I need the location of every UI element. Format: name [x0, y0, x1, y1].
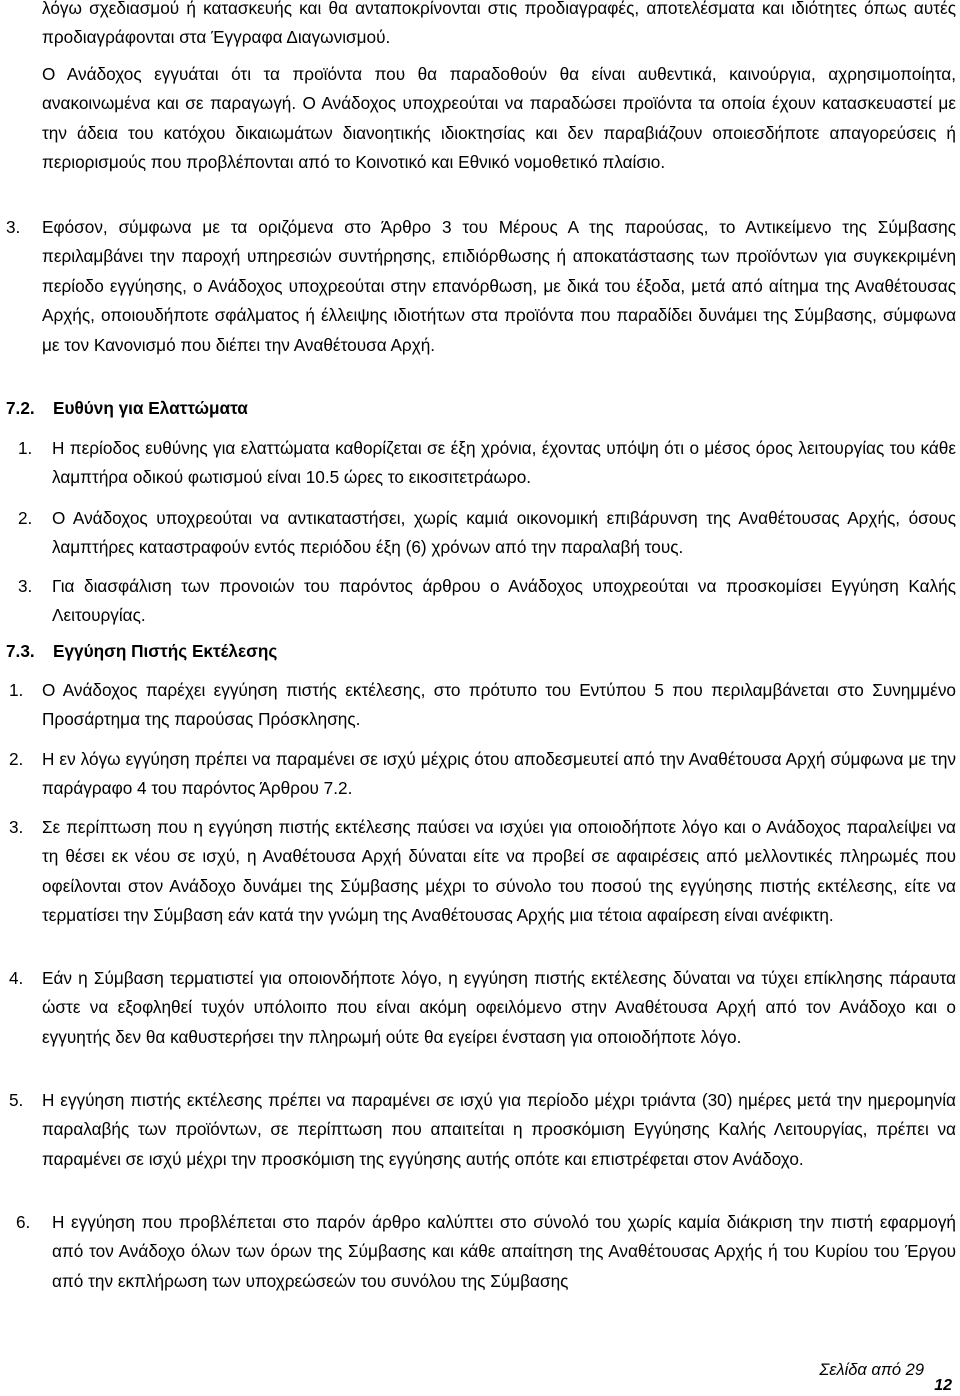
section-heading-7-2: Ευθύνη για Ελαττώματα	[53, 398, 248, 418]
page-footer-label: Σελίδα από 29	[819, 1361, 924, 1379]
paragraph-intro-3: Εφόσον, σύμφωνα με τα οριζόμενα στο Άρθρο 3 του Μέρους Α της παρούσας, το Αντικείμενο της Σύμβασης περιλαμβάνει την παροχή υπηρεσιών συντήρησης, επιδιόρθωσης ή αποκατάστασης των προϊόντων για συγκεκριμένη περίοδο εγγύησης, ο Ανάδοχος υποχρεούται στην επανόρθωση, με δικά του έξοδα, μετά από αίτημα της Αναθέτουσας Αρχής, οποιουδήποτε σφάλματος ή έλλειψης ιδιοτήτων στα προϊόντα που παραδίδει δυνάμει της Σύμβασης, σύμφωνα με τον Κανονισμό που διέπει την Αναθέτουσα Αρχή.	[42, 217, 956, 355]
list-item-number: 3.	[18, 576, 33, 596]
paragraph-intro-1: λόγω σχεδιασμού ή κατασκευής και θα ανταποκρίνονται στις προδιαγραφές, αποτελέσματα και ιδιότητες όπως αυτές προδιαγράφονται στα Έγγραφα Διαγωνισμού.	[42, 0, 956, 48]
section-number-7-2: 7.2.	[6, 398, 35, 418]
list-item-text: Ο Ανάδοχος παρέχει εγγύηση πιστής εκτέλεσης, στο πρότυπο του Εντύπου 5 που περιλαμβάνεται στο Συνημμένο Προσάρτημα της παρούσας Πρόσκλησης.	[42, 680, 956, 730]
item-number: 3.	[6, 217, 21, 237]
list-item-number: 3.	[9, 817, 24, 837]
list-item-text: Για διασφάλιση των προνοιών του παρόντος άρθρου ο Ανάδοχος υποχρεούται να προσκομίσει Εγγύηση Καλής Λειτουργίας.	[52, 576, 956, 626]
section-number-7-3: 7.3.	[6, 641, 35, 661]
list-item-text: Εάν η Σύμβαση τερματιστεί για οποιονδήποτε λόγο, η εγγύηση πιστής εκτέλεσης δύναται να τύχει επίκλησης πάραυτα ώστε να εξοφληθεί τυχόν υπόλοιπο που είναι ακόμη οφειλόμενο στην Αναθέτουσα Αρχή από τον Ανάδοχο και ο εγγυητής δεν θα καθυστερήσει την πληρωμή ούτε θα εγείρει ένσταση για οποιοδήποτε λόγο.	[42, 968, 956, 1047]
list-item-text: Η περίοδος ευθύνης για ελαττώματα καθορίζεται σε έξη χρόνια, έχοντας υπόψη ότι ο μέσος όρος λειτουργίας του κάθε λαμπτήρα οδικού φωτισμού είναι 10.5 ώρες το εικοσιτετράωρο.	[52, 438, 956, 488]
list-item-number: 2.	[9, 749, 24, 769]
list-item-text: Η εγγύηση πιστής εκτέλεσης πρέπει να παραμένει σε ισχύ για περίοδο μέχρι τριάντα (30) ημέρες μετά την ημερομηνία παραλαβής των προϊόντων, σε περίπτωση που απαιτείται η προσκόμιση Εγγύησης Καλής Λειτουργίας, πρέπει να παραμένει σε ισχύ μέχρι την προσκόμιση της εγγύησης αυτής οπότε και επιστρέφεται στον Ανάδοχο.	[42, 1090, 956, 1169]
list-item-text: Σε περίπτωση που η εγγύηση πιστής εκτέλεσης παύσει να ισχύει για οποιοδήποτε λόγο και ο Ανάδοχος παραλείψει να τη θέσει εκ νέου σε ισχύ, η Αναθέτουσα Αρχή δύναται είτε να προβεί σε αφαιρέσεις από μελλοντικές πληρωμές που οφείλονται στον Ανάδοχο δυνάμει της Σύμβασης μέχρι το σύνολο του ποσού της εγγύησης πιστής εκτέλεσης, είτε να τερματίσει την Σύμβαση εάν κατά την γνώμη της Αναθέτουσας Αρχής μια τέτοια αφαίρεση είναι ανέφικτη.	[42, 817, 956, 926]
list-item-text: Ο Ανάδοχος υποχρεούται να αντικαταστήσει, χωρίς καμιά οικονομική επιβάρυνση της Αναθέτουσας Αρχής, όσους λαμπτήρες καταστραφούν εντός περιόδου έξη (6) χρόνων από την παραλαβή τους.	[52, 508, 956, 558]
list-item-number: 1.	[18, 438, 33, 458]
list-item-number: 2.	[18, 508, 33, 528]
page-number: 12	[934, 1377, 952, 1394]
list-item-number: 5.	[9, 1090, 24, 1110]
section-heading-7-3: Εγγύηση Πιστής Εκτέλεσης	[53, 641, 278, 661]
list-item-text: Η εγγύηση που προβλέπεται στο παρόν άρθρο καλύπτει στο σύνολό του χωρίς καμία διάκριση την πιστή εφαρμογή από τον Ανάδοχο όλων των όρων της Σύμβασης και κάθε απαίτηση της Αναθέτουσας Αρχής ή του Κυρίου του Έργου από την εκπλήρωση των υποχρεώσεών του συνόλου της Σύμβασης	[52, 1212, 956, 1291]
list-item-number: 4.	[9, 968, 24, 988]
paragraph-intro-2: Ο Ανάδοχος εγγυάται ότι τα προϊόντα που θα παραδοθούν θα είναι αυθεντικά, καινούργια, αχρησιμοποίητα, ανακοινωμένα και σε παραγωγή. Ο Ανάδοχος υποχρεούται να παραδώσει προϊόντα τα οποία έχουν κατασκευαστεί με την άδεια του κατόχου δικαιωμάτων διανοητικής ιδιοκτησίας και δεν παραβιάζουν οποιεσδήποτε απαγορεύσεις ή περιορισμούς που προβλέπονται από το Κοινοτικό και Εθνικό νομοθετικό πλαίσιο.	[42, 64, 956, 173]
list-item-text: Η εν λόγω εγγύηση πρέπει να παραμένει σε ισχύ μέχρις ότου αποδεσμευτεί από την Αναθέτουσα Αρχή σύμφωνα με την παράγραφο 4 του παρόντος Άρθρου 7.2.	[42, 749, 956, 799]
list-item-number: 6.	[16, 1212, 31, 1232]
list-item-number: 1.	[9, 680, 24, 700]
